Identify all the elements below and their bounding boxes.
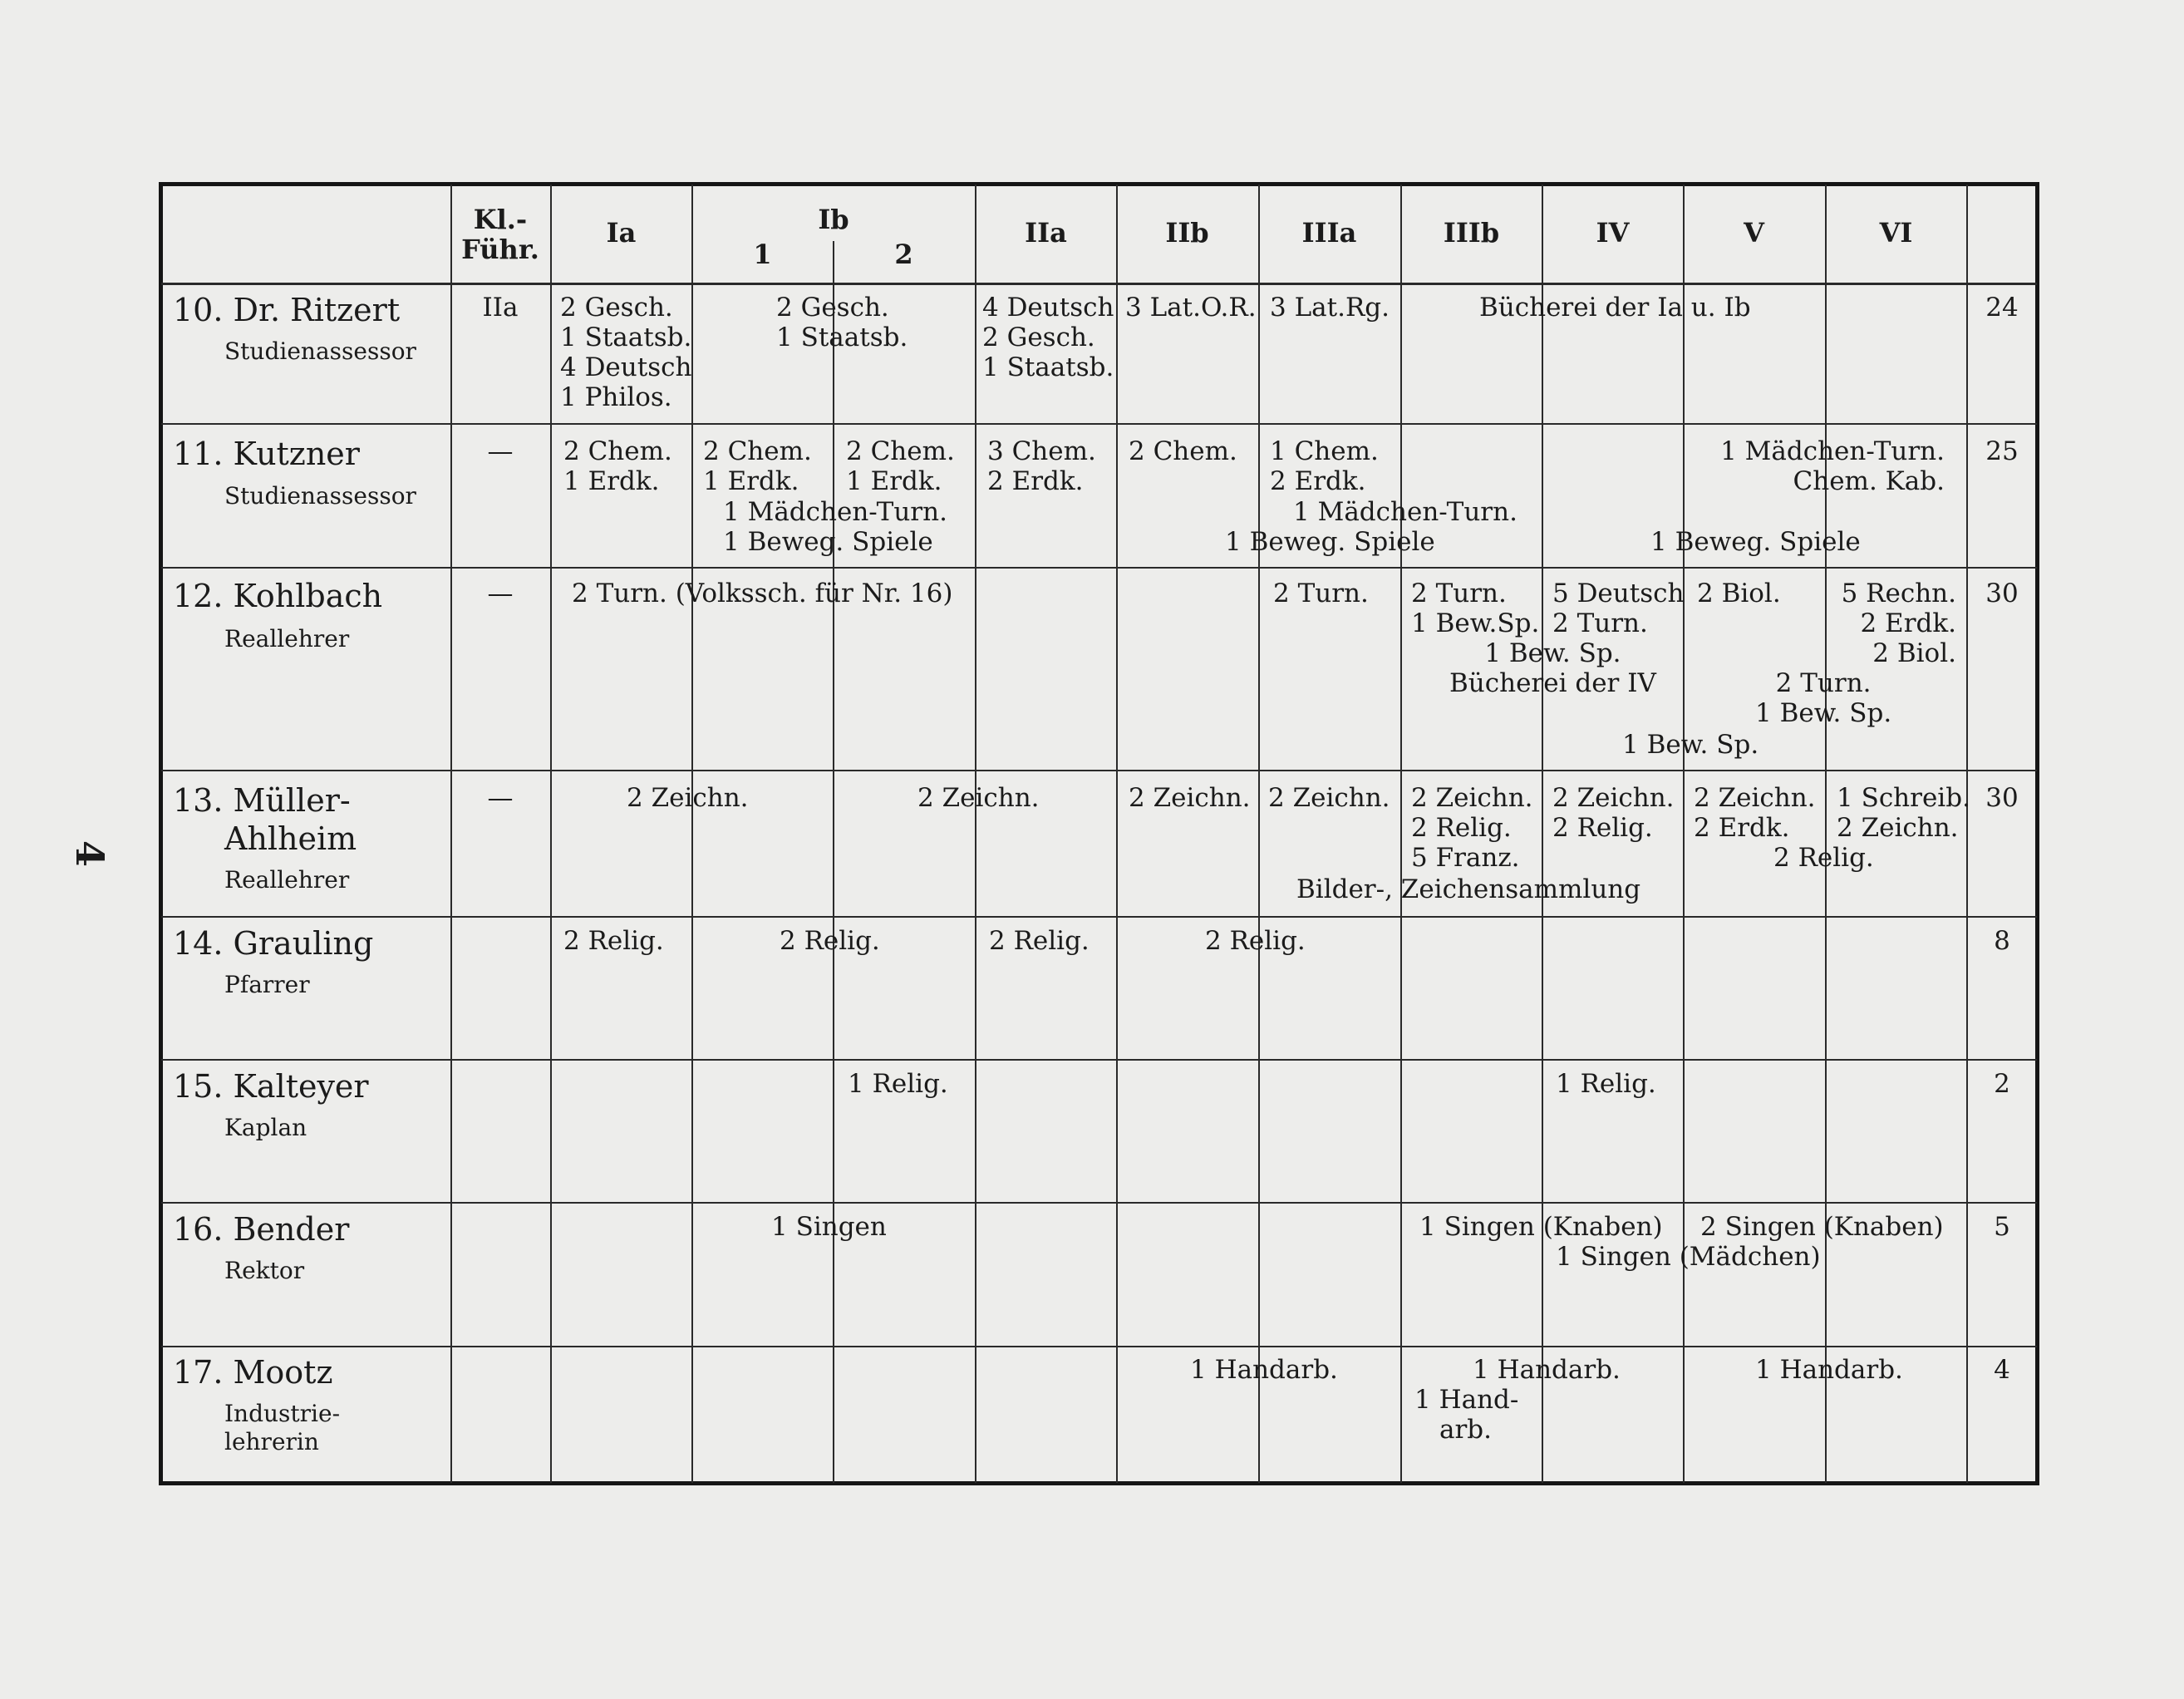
cell-iib: 3 Lat.O.R. <box>1125 293 1257 323</box>
cell-iib: 2 Zeichn. <box>1129 783 1251 813</box>
col-rule-iiib <box>1400 185 1402 1483</box>
teacher-name: 14. Grauling <box>173 925 374 962</box>
cell-iia: 2 Relig. <box>989 926 1090 956</box>
kl-fuehrer: — <box>487 436 514 466</box>
teacher-role: Studienassessor <box>224 337 416 365</box>
cell-iia: 4 Deutsch 2 Gesch. 1 Staatsb. <box>982 293 1114 382</box>
teacher-name-cont: Ahlheim <box>224 820 357 857</box>
kl-fuehrer: — <box>487 783 514 813</box>
cell-iv-v-maedchen: 1 Singen (Mädchen) <box>1556 1242 1821 1272</box>
cell-iia: 3 Chem. 2 Erdk. <box>987 436 1096 496</box>
teacher-name: 10. Dr. Ritzert <box>173 292 401 328</box>
teacher-role: Studienassessor <box>224 482 416 510</box>
header-iiia: IIIa <box>1301 217 1357 249</box>
cell-ia-turn: 2 Turn. (Volkssch. für Nr. 16) <box>572 579 953 608</box>
col-rule-iib <box>1116 185 1118 1483</box>
header-v: V <box>1744 217 1764 249</box>
header-kl: Kl.- <box>473 204 528 235</box>
total-hours: 25 <box>1985 436 2019 466</box>
teacher-role: Industrie- <box>224 1400 341 1427</box>
header-vi: VI <box>1879 217 1913 249</box>
header-rule <box>161 283 2037 285</box>
row-rule-15 <box>161 1202 2037 1204</box>
cell-vi: 5 Rechn. 2 Erdk. 2 Biol. <box>1841 579 1956 668</box>
cell-v-relig: 2 Relig. <box>1773 843 1874 873</box>
cell-iiia: 3 Lat.Rg. <box>1270 293 1390 323</box>
teacher-role-cont: lehrerin <box>224 1428 319 1455</box>
teacher-role: Rektor <box>224 1257 305 1284</box>
teacher-role: Pfarrer <box>224 971 310 998</box>
row-rule-16 <box>161 1346 2037 1347</box>
cell-iib: 2 Chem. <box>1129 436 1237 466</box>
cell-iiib-iv: 1 Handarb. <box>1473 1355 1621 1385</box>
header-iiib: IIIb <box>1443 217 1500 249</box>
teacher-role: Kaplan <box>224 1114 307 1141</box>
cell-ib: 2 Relig. <box>780 926 880 956</box>
row-rule-14 <box>161 1059 2037 1061</box>
cell-ib: 1 Singen <box>771 1212 887 1242</box>
col-rule-vi <box>1825 185 1827 1483</box>
cell-sammlung: Bilder-, Zeichensammlung <box>1296 874 1641 904</box>
total-hours: 2 <box>1994 1069 2010 1099</box>
cell-ia: 2 Chem. 1 Erdk. <box>563 436 672 496</box>
cell-iiia: 2 Zeichn. <box>1268 783 1390 813</box>
cell-ib2: 2 Chem. 1 Erdk. <box>846 436 955 496</box>
cell-v: 2 Biol. <box>1697 579 1781 608</box>
col-rule-v <box>1683 185 1685 1483</box>
cell-ib1: 2 Chem. 1 Erdk. <box>703 436 812 496</box>
total-hours: 8 <box>1994 926 2010 956</box>
cell-vi: 1 Schreib. 2 Zeichn. <box>1837 783 1970 843</box>
teacher-name: 12. Kohlbach <box>173 578 383 614</box>
cell-iv-beweg-spiele: 1 Beweg. Spiele <box>1650 527 1861 557</box>
cell-iiib-handarb-cont: arb. <box>1439 1415 1492 1445</box>
cell-ia: 2 Relig. <box>563 926 664 956</box>
cell-iiib-buecherei: 1 Bew. Sp. Bücherei der IV <box>1449 638 1656 698</box>
total-hours: 30 <box>1985 579 2019 608</box>
row-rule-13 <box>161 916 2037 918</box>
cell-v-vi: 2 Singen (Knaben) <box>1700 1212 1944 1242</box>
cell-span-iiib-vi: Bücherei der Ia u. Ib <box>1479 293 1751 323</box>
cell-iv-bew-sp: 1 Bew. Sp. <box>1622 730 1759 760</box>
total-hours: 30 <box>1985 783 2019 813</box>
col-rule-ib2 <box>833 241 834 1483</box>
teacher-name: 13. Müller- <box>173 782 351 819</box>
cell-v-vi: 1 Handarb. <box>1755 1355 1903 1385</box>
header-iib: IIb <box>1165 217 1209 249</box>
kl-fuehrer: IIa <box>482 293 519 323</box>
cell-v-vi: 1 Mädchen-Turn. Chem. Kab. <box>1720 436 1945 496</box>
cell-ib-beweg-spiele: 1 Beweg. Spiele <box>723 527 933 557</box>
col-rule-ia <box>550 185 552 1483</box>
header-ia: Ia <box>606 217 637 249</box>
col-rule-iv <box>1542 185 1543 1483</box>
col-rule-kl <box>450 185 452 1483</box>
teacher-name: 17. Mootz <box>173 1354 333 1391</box>
cell-iiib-iv: 1 Singen (Knaben) <box>1419 1212 1663 1242</box>
cell-iiia-maedchen-turn: 1 Mädchen-Turn. <box>1293 497 1517 527</box>
cell-iiib: 2 Zeichn. 2 Relig. 5 Franz. <box>1411 783 1533 873</box>
cell-iiia: 2 Turn. <box>1273 579 1369 608</box>
cell-iv: 1 Relig. <box>1556 1069 1656 1099</box>
col-rule-iiia <box>1258 185 1260 1483</box>
cell-iib: 2 Relig. <box>1205 926 1306 956</box>
header-fuhr: Führ. <box>461 234 539 265</box>
cell-v: 2 Zeichn. 2 Erdk. <box>1694 783 1816 843</box>
cell-ib: 2 Gesch. 1 Staatsb. <box>776 293 908 352</box>
row-rule-11 <box>161 567 2037 569</box>
teacher-name: 16. Bender <box>173 1211 350 1248</box>
cell-iv: 2 Zeichn. 2 Relig. <box>1552 783 1675 843</box>
header-ib-1: 1 <box>753 239 772 270</box>
cell-iv: 5 Deutsch 2 Turn. <box>1552 579 1685 638</box>
cell-v-turn: 2 Turn. 1 Bew. Sp. <box>1755 668 1892 728</box>
teacher-name: 15. Kalteyer <box>173 1068 369 1105</box>
teacher-role: Reallehrer <box>224 625 350 653</box>
col-rule-iia <box>975 185 976 1483</box>
cell-ib: 2 Zeichn. <box>917 783 1040 813</box>
cell-ia: 2 Gesch. 1 Staatsb. 4 Deutsch 1 Philos. <box>560 293 692 412</box>
cell-iib-beweg-spiele: 1 Beweg. Spiele <box>1225 527 1435 557</box>
cell-ib: 1 Relig. <box>848 1069 948 1099</box>
header-ib: Ib <box>818 204 849 235</box>
cell-ia: 2 Zeichn. <box>627 783 749 813</box>
cell-ib-maedchen-turn: 1 Mädchen-Turn. <box>723 497 947 527</box>
row-rule-10 <box>161 423 2037 425</box>
total-hours: 5 <box>1994 1212 2010 1242</box>
cell-iib-iiia: 1 Handarb. <box>1190 1355 1338 1385</box>
teacher-role: Reallehrer <box>224 866 350 894</box>
total-hours: 24 <box>1985 293 2019 323</box>
header-ib-2: 2 <box>894 239 913 270</box>
cell-iiib-handarb: 1 Hand- <box>1414 1385 1519 1415</box>
cell-iiib: 2 Turn. 1 Bew.Sp. <box>1411 579 1540 638</box>
total-hours: 4 <box>1994 1355 2010 1385</box>
teacher-name: 11. Kutzner <box>173 436 360 472</box>
cell-iiia: 1 Chem. 2 Erdk. <box>1270 436 1379 496</box>
kl-fuehrer: — <box>487 579 514 608</box>
header-iv: IV <box>1596 217 1630 249</box>
page-number: 4 <box>67 840 113 868</box>
header-iia: IIa <box>1025 217 1067 249</box>
row-rule-12 <box>161 770 2037 771</box>
